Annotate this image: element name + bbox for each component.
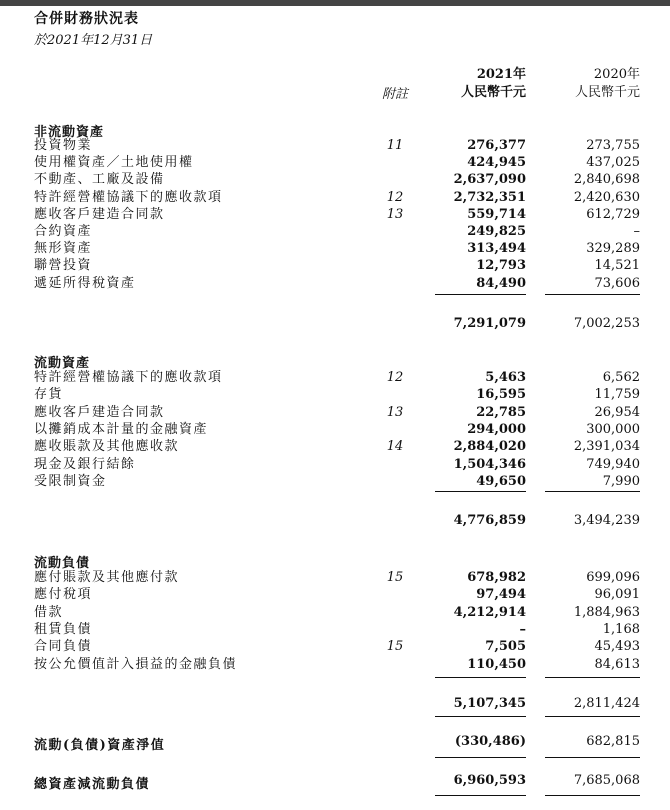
table-row <box>0 438 670 456</box>
col-2021-year: 2021年 <box>476 67 526 82</box>
value-2021: 12,793 <box>476 258 526 274</box>
current-liabilities-total <box>0 696 670 714</box>
noncurrent-assets-total <box>0 316 670 334</box>
total-2020: 7,002,253 <box>573 316 640 331</box>
row-label: 應付賬款及其他應付款 <box>34 570 180 585</box>
value-2020: 1,168 <box>602 621 640 637</box>
row-note: 13 <box>386 404 404 420</box>
value-2020: 273,755 <box>586 138 640 153</box>
value-2021: 678,982 <box>467 570 526 585</box>
value-2020: 612,729 <box>586 206 640 222</box>
col-2021-header <box>430 66 526 102</box>
table-row <box>0 137 670 155</box>
subtotal-rule-2021 <box>435 491 526 492</box>
statement-date: 於2021年12月31日 <box>34 33 153 48</box>
total-assets-less-row <box>0 773 670 791</box>
value-2020: 2,420,630 <box>573 189 640 205</box>
row-label: 存貨 <box>34 387 64 403</box>
value-2020: 11,759 <box>594 387 640 403</box>
value-2020: 96,091 <box>594 587 640 603</box>
value-2021: 424,945 <box>467 155 526 171</box>
subtotal-underline-2020 <box>545 716 640 717</box>
value-2021: 84,490 <box>476 275 526 291</box>
value-2021: 249,825 <box>467 224 526 239</box>
row-label: 使用權資產／土地使用權 <box>34 155 194 171</box>
value-2021: 559,714 <box>467 206 526 222</box>
row-label: 租賃負債 <box>34 621 93 637</box>
rule-2020 <box>545 757 640 758</box>
table-row <box>0 656 670 674</box>
table-row <box>0 638 670 656</box>
value-2021: 1,504,346 <box>453 456 526 472</box>
row-label: 借款 <box>34 604 64 620</box>
row-note: 12 <box>386 189 404 205</box>
value-2020: 329,289 <box>586 241 640 257</box>
value-2021: 49,650 <box>476 473 526 489</box>
value-2020: 2,840,698 <box>573 172 640 188</box>
col-2020-unit: 人民幣千元 <box>574 85 640 100</box>
rule-2020 <box>545 795 640 796</box>
total-assets-less-2021: 6,960,593 <box>453 773 526 788</box>
value-2021: 110,450 <box>467 656 526 672</box>
row-label: 現金及銀行結餘 <box>34 456 136 472</box>
net-current-label: 流動(負債)資產淨值 <box>34 738 166 753</box>
statement-title: 合併財務狀況表 <box>34 11 139 27</box>
value-2020: – <box>633 224 640 239</box>
value-2020: 45,493 <box>594 639 640 655</box>
table-row <box>0 369 670 387</box>
table-row <box>0 257 670 275</box>
value-2020: 6,562 <box>602 370 640 385</box>
subtotal-rule-2021 <box>435 677 526 678</box>
value-2020: 2,391,034 <box>573 439 640 455</box>
value-2020: 73,606 <box>594 275 640 291</box>
net-current-2020: 682,815 <box>586 734 640 749</box>
table-row <box>0 586 670 604</box>
note-column-header: 附註 <box>381 87 408 102</box>
col-2020-header <box>540 66 640 102</box>
value-2020: 7,990 <box>602 473 640 489</box>
section-heading-current-assets: 流動資產 <box>34 356 91 371</box>
value-2021: 2,884,020 <box>453 439 526 455</box>
row-label: 應收客戶建造合同款 <box>34 206 165 222</box>
row-label: 遞延所得稅資產 <box>34 275 136 291</box>
current-assets-total <box>0 513 670 531</box>
value-2020: 26,954 <box>594 404 640 420</box>
row-label: 無形資產 <box>34 241 93 257</box>
table-row <box>0 240 670 258</box>
table-row <box>0 171 670 189</box>
table-row <box>0 456 670 474</box>
value-2021: 294,000 <box>467 421 526 437</box>
value-2020: 749,940 <box>586 456 640 472</box>
value-2021: – <box>519 621 526 637</box>
value-2021: 5,463 <box>485 370 526 385</box>
value-2021: 313,494 <box>467 241 526 257</box>
total-assets-less-label: 總資產減流動負債 <box>34 777 151 792</box>
subtotal-rule-2020 <box>545 677 640 678</box>
value-2020: 1,884,963 <box>573 604 640 620</box>
value-2021: 22,785 <box>476 404 526 420</box>
row-note: 12 <box>386 370 404 385</box>
value-2021: 97,494 <box>476 587 526 603</box>
row-label: 聯營投資 <box>34 258 93 274</box>
col-2020-year: 2020年 <box>593 67 640 82</box>
table-row <box>0 275 670 293</box>
table-row <box>0 386 670 404</box>
total-2020: 3,494,239 <box>573 513 640 528</box>
table-row <box>0 154 670 172</box>
value-2020: 14,521 <box>594 258 640 274</box>
value-2020: 84,613 <box>594 656 640 672</box>
section-heading-current-liabilities: 流動負債 <box>34 556 91 571</box>
value-2020: 699,096 <box>586 570 640 585</box>
row-note: 15 <box>386 570 404 585</box>
col-2021-unit: 人民幣千元 <box>460 85 526 100</box>
value-2021: 4,212,914 <box>453 604 526 620</box>
total-2020: 2,811,424 <box>573 696 640 711</box>
value-2021: 2,637,090 <box>453 172 526 188</box>
row-label: 特許經營權協議下的應收款項 <box>34 370 223 385</box>
subtotal-underline-2021 <box>435 716 526 717</box>
value-2021: 16,595 <box>476 387 526 403</box>
value-2020: 300,000 <box>586 421 640 437</box>
total-2021: 5,107,345 <box>453 696 526 711</box>
top-border <box>0 0 670 6</box>
row-note: 15 <box>386 639 404 655</box>
row-label: 合同負債 <box>34 639 93 655</box>
row-label: 投資物業 <box>34 138 93 153</box>
table-row <box>0 569 670 587</box>
subtotal-rule-2020 <box>545 491 640 492</box>
total-assets-less-2020: 7,685,068 <box>573 773 640 788</box>
table-row <box>0 189 670 207</box>
row-label: 按公允價值計入損益的金融負債 <box>34 656 238 672</box>
row-label: 應收客戶建造合同款 <box>34 404 165 420</box>
table-row <box>0 223 670 241</box>
subtotal-rule-2021 <box>435 294 526 295</box>
total-2021: 4,776,859 <box>453 513 526 528</box>
net-current-row <box>0 734 670 752</box>
subtotal-rule-2020 <box>545 294 640 295</box>
row-label: 應收賬款及其他應收款 <box>34 439 180 455</box>
value-2021: 7,505 <box>485 639 526 655</box>
value-2021: 2,732,351 <box>453 189 526 205</box>
row-label: 不動產、工廠及設備 <box>34 172 165 188</box>
row-note: 13 <box>386 206 404 222</box>
total-2021: 7,291,079 <box>453 316 526 331</box>
table-row <box>0 473 670 491</box>
row-label: 特許經營權協議下的應收款項 <box>34 189 223 205</box>
value-2021: 276,377 <box>467 138 526 153</box>
table-row <box>0 421 670 439</box>
row-label: 合約資產 <box>34 224 93 239</box>
rule-2021 <box>435 757 526 758</box>
row-label: 應付稅項 <box>34 587 93 603</box>
section-heading-noncurrent-assets: 非流動資產 <box>34 125 105 140</box>
value-2020: 437,025 <box>586 155 640 171</box>
rule-2021 <box>435 795 526 796</box>
row-label: 受限制資金 <box>34 473 107 489</box>
table-row <box>0 404 670 422</box>
table-row <box>0 604 670 622</box>
row-note: 14 <box>386 439 404 455</box>
row-note: 11 <box>386 138 404 153</box>
row-label: 以攤銷成本計量的金融資產 <box>34 421 209 437</box>
net-current-2021: (330,486) <box>454 734 526 749</box>
table-row <box>0 621 670 639</box>
table-row <box>0 206 670 224</box>
